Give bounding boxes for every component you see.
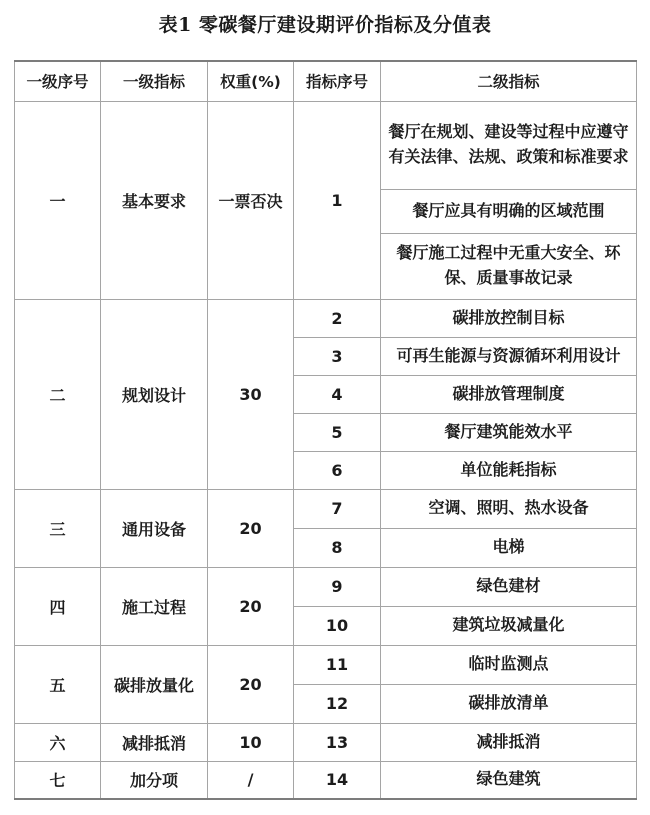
level2-indicator: 碳排放管理制度	[381, 375, 637, 413]
level2-indicator: 碳排放控制目标	[381, 299, 637, 337]
level1-serial: 六	[15, 723, 101, 761]
weight-value: 20	[208, 567, 294, 645]
indicator-serial: 4	[294, 375, 381, 413]
table-row	[15, 299, 637, 337]
level2-indicator: 绿色建材	[381, 567, 637, 606]
indicator-serial: 14	[294, 761, 381, 799]
level2-indicator: 减排抵消	[381, 723, 637, 761]
weight-value: 30	[208, 299, 294, 489]
level2-indicator: 空调、照明、热水设备	[381, 489, 637, 528]
indicator-serial: 5	[294, 413, 381, 451]
table-row	[15, 489, 637, 528]
level1-serial: 七	[15, 761, 101, 799]
header-weight: 权重(%)	[208, 61, 294, 101]
level1-indicator: 规划设计	[101, 299, 208, 489]
level1-indicator: 碳排放量化	[101, 645, 208, 723]
indicator-serial: 12	[294, 684, 381, 723]
header-indicator-serial: 指标序号	[294, 61, 381, 101]
indicator-serial: 1	[294, 101, 381, 299]
level1-indicator: 通用设备	[101, 489, 208, 567]
table-title: 表1 零碳餐厅建设期评价指标及分值表	[158, 14, 492, 36]
indicator-serial: 8	[294, 528, 381, 567]
level1-indicator: 加分项	[101, 761, 208, 799]
weight-value: 一票否决	[208, 101, 294, 299]
indicator-serial: 2	[294, 299, 381, 337]
level2-indicator: 餐厅应具有明确的区域范围	[381, 189, 637, 233]
table-row	[15, 723, 637, 761]
level2-indicator: 单位能耗指标	[381, 451, 637, 489]
level1-serial: 二	[15, 299, 101, 489]
evaluation-indicator-table	[14, 60, 637, 800]
weight-value: 10	[208, 723, 294, 761]
weight-value: 20	[208, 645, 294, 723]
level1-indicator: 施工过程	[101, 567, 208, 645]
indicator-serial: 3	[294, 337, 381, 375]
table-row	[15, 101, 637, 189]
table-row	[15, 645, 637, 684]
header-row	[15, 61, 637, 101]
indicator-serial: 11	[294, 645, 381, 684]
level2-indicator: 临时监测点	[381, 645, 637, 684]
level2-indicator: 绿色建筑	[381, 761, 637, 799]
level1-serial: 四	[15, 567, 101, 645]
weight-value: 20	[208, 489, 294, 567]
indicator-serial: 6	[294, 451, 381, 489]
table-row	[15, 567, 637, 606]
level1-serial: 五	[15, 645, 101, 723]
level2-indicator: 餐厅在规划、建设等过程中应遵守有关法律、法规、政策和标准要求	[381, 101, 637, 189]
level1-serial: 三	[15, 489, 101, 567]
level1-serial: 一	[15, 101, 101, 299]
header-level1-indicator: 一级指标	[101, 61, 208, 101]
level2-indicator: 碳排放清单	[381, 684, 637, 723]
header-level2-indicator: 二级指标	[381, 61, 637, 101]
level2-indicator: 餐厅施工过程中无重大安全、环保、质量事故记录	[381, 233, 637, 299]
level1-indicator: 基本要求	[101, 101, 208, 299]
indicator-serial: 7	[294, 489, 381, 528]
level2-indicator: 建筑垃圾减量化	[381, 606, 637, 645]
indicator-serial: 10	[294, 606, 381, 645]
weight-value: /	[208, 761, 294, 799]
level2-indicator: 可再生能源与资源循环利用设计	[381, 337, 637, 375]
header-level1-serial: 一级序号	[15, 61, 101, 101]
level2-indicator: 餐厅建筑能效水平	[381, 413, 637, 451]
indicator-serial: 9	[294, 567, 381, 606]
level2-indicator: 电梯	[381, 528, 637, 567]
indicator-serial: 13	[294, 723, 381, 761]
level1-indicator: 减排抵消	[101, 723, 208, 761]
table-row	[15, 761, 637, 799]
